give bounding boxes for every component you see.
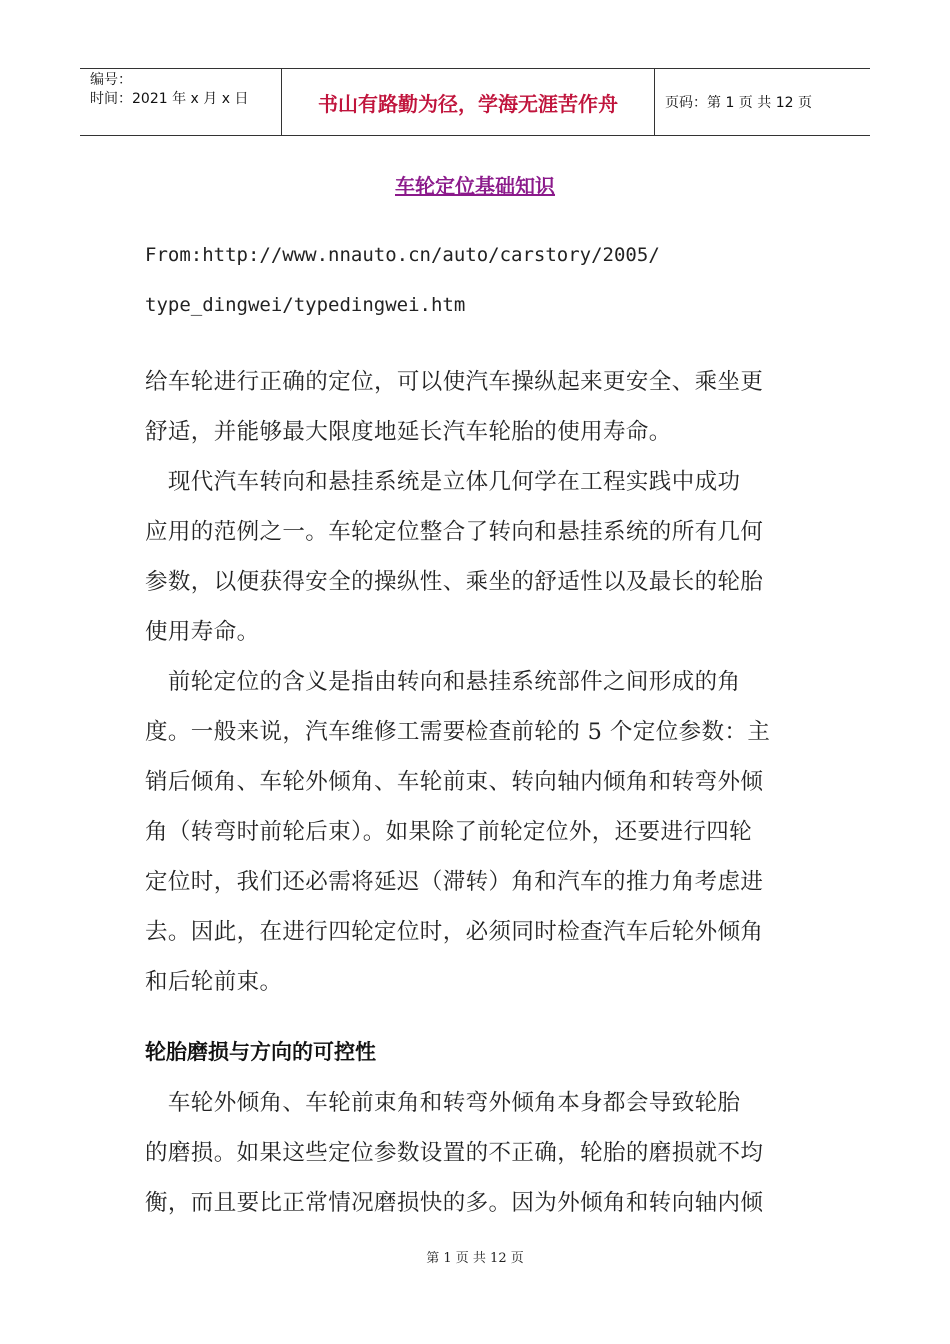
header-motto: 书山有路勤为径，学海无涯苦作舟 <box>282 69 655 135</box>
section-paragraph-line-2: 的磨损。如果这些定位参数设置的不正确，轮胎的磨损就不均 <box>145 1140 764 1166</box>
paragraph-3-line-7: 和后轮前束。 <box>145 969 283 995</box>
paragraph-1-line-2: 舒适，并能够最大限度地延长汽车轮胎的使用寿命。 <box>145 419 672 445</box>
paragraph-2-line-3: 参数，以便获得安全的操纵性、乘坐的舒适性以及最长的轮胎 <box>145 569 764 595</box>
paragraph-3-line-6: 去。因此，在进行四轮定位时，必须同时检查汽车后轮外倾角 <box>145 919 764 945</box>
source-url-line-1: From:http://www.nnauto.cn/auto/carstory/2005/ <box>145 244 660 266</box>
section-paragraph-line-1: 车轮外倾角、车轮前束角和转弯外倾角本身都会导致轮胎 <box>145 1090 741 1116</box>
paragraph-2-line-4: 使用寿命。 <box>145 619 260 645</box>
paragraph-1-line-1: 给车轮进行正确的定位，可以使汽车操纵起来更安全、乘坐更 <box>145 369 764 395</box>
paragraph-3-line-3: 销后倾角、车轮外倾角、车轮前束、转向轴内倾角和转弯外倾 <box>145 769 764 795</box>
paragraph-3-line-4: 角（转弯时前轮后束）。如果除了前轮定位外，还要进行四轮 <box>145 819 753 845</box>
section-paragraph-line-3: 衡，而且要比正常情况磨损快的多。因为外倾角和转向轴内倾 <box>145 1190 764 1216</box>
paragraph-3-line-5: 定位时，我们还必需将延迟（滞转）角和汽车的推力角考虑进 <box>145 869 764 895</box>
paragraph-2-line-1: 现代汽车转向和悬挂系统是立体几何学在工程实践中成功 <box>145 469 741 495</box>
header-table <box>80 68 870 136</box>
section-heading: 轮胎磨损与方向的可控性 <box>145 1040 376 1064</box>
paragraph-2-line-2: 应用的范例之一。车轮定位整合了转向和悬挂系统的所有几何 <box>145 519 764 545</box>
header-meta-cell <box>80 69 282 135</box>
source-url-line-2: type_dingwei/typedingwei.htm <box>145 294 466 316</box>
header-page-info: 页码：第 1 页 共 12 页 <box>665 95 812 111</box>
document-title: 车轮定位基础知识 <box>395 174 555 198</box>
paragraph-3-line-1: 前轮定位的含义是指由转向和悬挂系统部件之间形成的角 <box>145 669 741 695</box>
header-number-label: 编号： <box>90 72 132 88</box>
header-date-label: 时间：2021 年 x 月 x 日 <box>90 91 249 107</box>
paragraph-3-line-2: 度。一般来说，汽车维修工需要检查前轮的 5 个定位参数：主 <box>145 719 771 745</box>
page-footer: 第 1 页 共 12 页 <box>426 1251 524 1266</box>
